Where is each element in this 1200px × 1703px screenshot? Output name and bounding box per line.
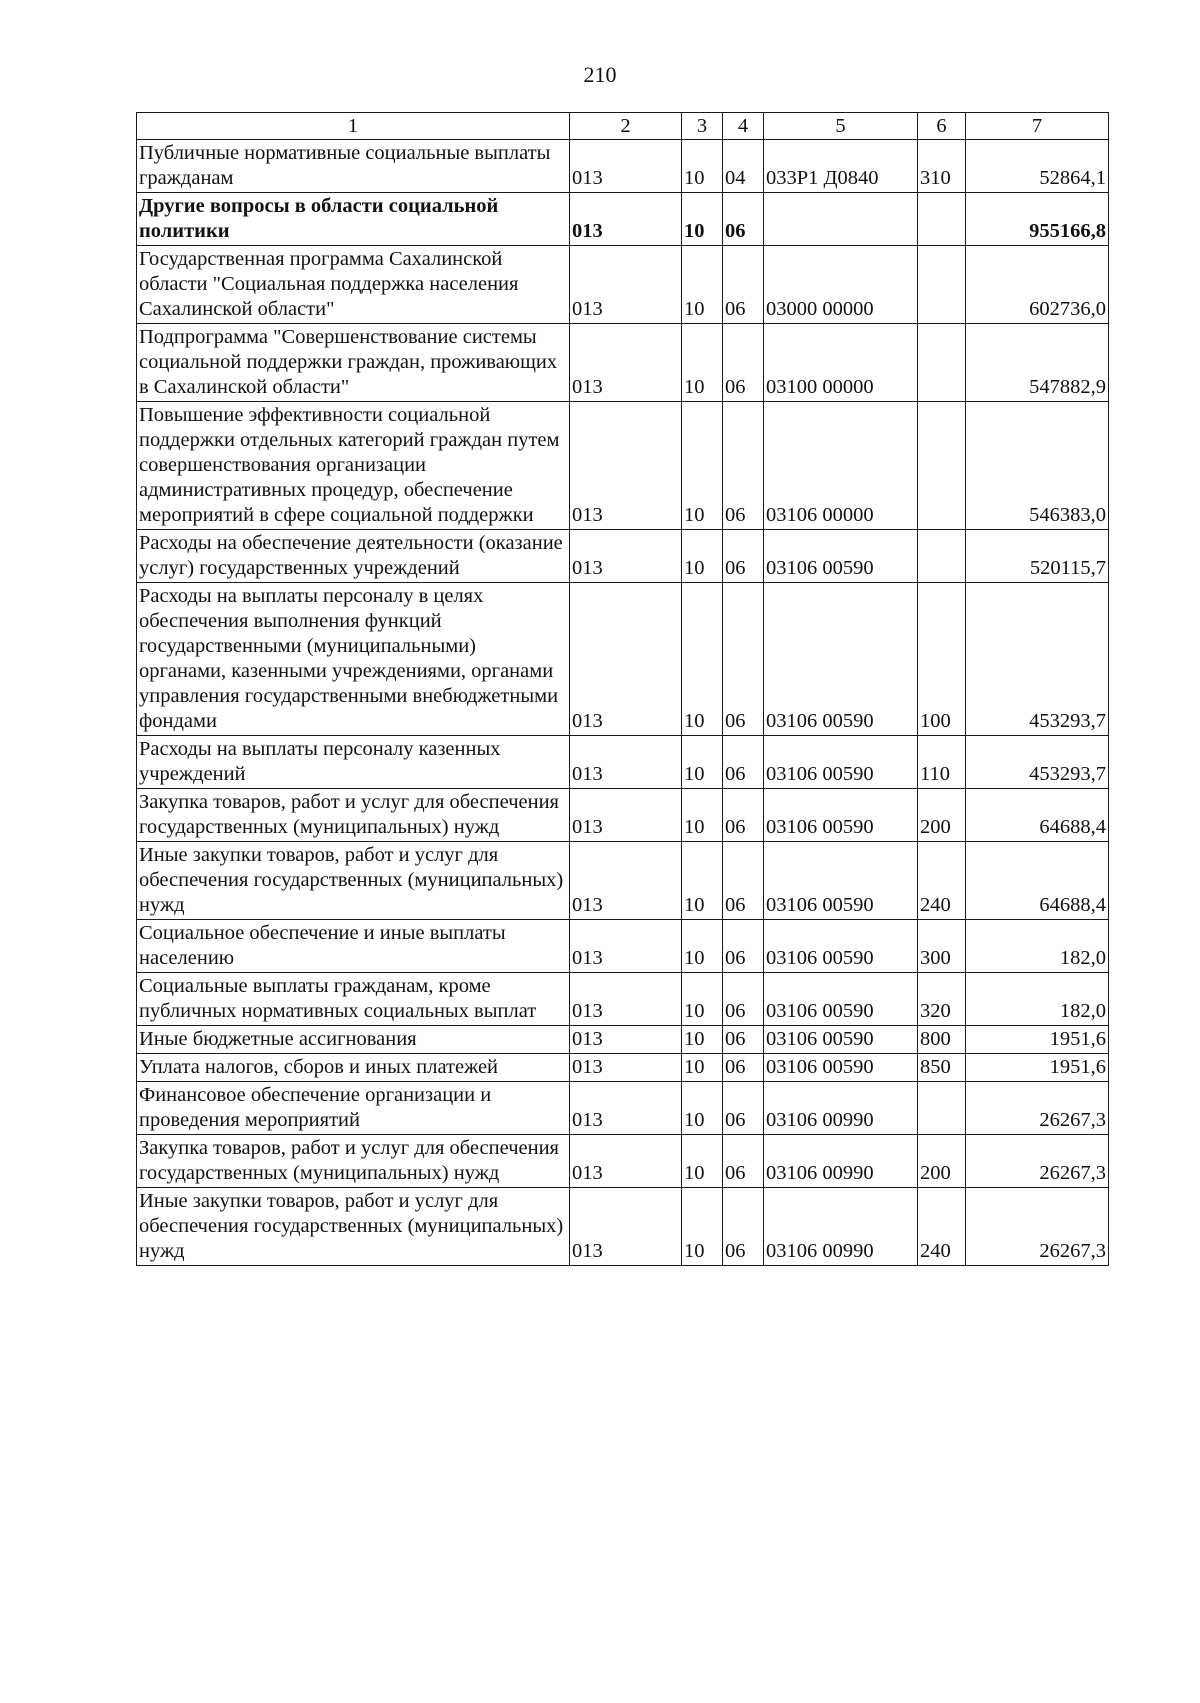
subsection-cell: 06 xyxy=(723,973,764,1026)
target-article-cell: 03106 00590 xyxy=(764,1026,918,1054)
table-row xyxy=(137,530,1109,583)
admin-code-cell: 013 xyxy=(570,1188,682,1266)
target-article-cell: 03106 00990 xyxy=(764,1082,918,1135)
subsection-cell: 04 xyxy=(723,140,764,193)
subsection-cell: 06 xyxy=(723,1082,764,1135)
amount-cell: 64688,4 xyxy=(966,842,1109,920)
subsection-cell: 06 xyxy=(723,402,764,530)
target-article-cell: 03106 00590 xyxy=(764,530,918,583)
header-cell: 1 xyxy=(137,113,570,140)
section-cell: 10 xyxy=(682,1026,723,1054)
admin-code-cell: 013 xyxy=(570,530,682,583)
section-cell: 10 xyxy=(682,920,723,973)
admin-code-cell: 013 xyxy=(570,920,682,973)
section-cell: 10 xyxy=(682,193,723,246)
admin-code-cell: 013 xyxy=(570,1135,682,1188)
admin-code-cell: 013 xyxy=(570,402,682,530)
expense-type-cell: 240 xyxy=(918,1188,966,1266)
section-cell: 10 xyxy=(682,736,723,789)
expense-type-cell: 850 xyxy=(918,1054,966,1082)
header-cell: 5 xyxy=(764,113,918,140)
row-name-cell: Подпрограмма "Совершенствование системы социальной поддержки граждан, проживающих в Сахалинской области" xyxy=(137,324,570,402)
table-row xyxy=(137,1188,1109,1266)
amount-cell: 955166,8 xyxy=(966,193,1109,246)
target-article-cell: 03106 00590 xyxy=(764,789,918,842)
row-name-cell: Государственная программа Сахалинской области "Социальная поддержка населения Сахалинской области" xyxy=(137,246,570,324)
admin-code-cell: 013 xyxy=(570,736,682,789)
row-name-cell: Иные бюджетные ассигнования xyxy=(137,1026,570,1054)
row-name-cell: Социальные выплаты гражданам, кроме публичных нормативных социальных выплат xyxy=(137,973,570,1026)
amount-cell: 453293,7 xyxy=(966,736,1109,789)
expense-type-cell: 200 xyxy=(918,789,966,842)
target-article-cell: 03106 00590 xyxy=(764,920,918,973)
subsection-cell: 06 xyxy=(723,246,764,324)
table-row xyxy=(137,842,1109,920)
row-name-cell: Закупка товаров, работ и услуг для обеспечения государственных (муниципальных) нужд xyxy=(137,1135,570,1188)
expense-type-cell: 300 xyxy=(918,920,966,973)
subsection-cell: 06 xyxy=(723,1135,764,1188)
row-name-cell: Финансовое обеспечение организации и проведения мероприятий xyxy=(137,1082,570,1135)
amount-cell: 52864,1 xyxy=(966,140,1109,193)
expense-type-cell xyxy=(918,1082,966,1135)
amount-cell: 182,0 xyxy=(966,973,1109,1026)
subsection-cell: 06 xyxy=(723,583,764,736)
subsection-cell: 06 xyxy=(723,789,764,842)
header-cell: 2 xyxy=(570,113,682,140)
admin-code-cell: 013 xyxy=(570,1054,682,1082)
amount-cell: 1951,6 xyxy=(966,1026,1109,1054)
budget-table xyxy=(136,112,1109,1266)
row-name-cell: Другие вопросы в области социальной политики xyxy=(137,193,570,246)
target-article-cell: 03106 00590 xyxy=(764,583,918,736)
expense-type-cell: 100 xyxy=(918,583,966,736)
table-row xyxy=(137,920,1109,973)
expense-type-cell xyxy=(918,324,966,402)
admin-code-cell: 013 xyxy=(570,789,682,842)
admin-code-cell: 013 xyxy=(570,193,682,246)
section-cell: 10 xyxy=(682,1054,723,1082)
header-cell: 7 xyxy=(966,113,1109,140)
table-row xyxy=(137,1135,1109,1188)
target-article-cell: 03000 00000 xyxy=(764,246,918,324)
header-row xyxy=(137,113,1109,140)
table-row xyxy=(137,246,1109,324)
admin-code-cell: 013 xyxy=(570,324,682,402)
amount-cell: 182,0 xyxy=(966,920,1109,973)
section-cell: 10 xyxy=(682,1082,723,1135)
target-article-cell: 03100 00000 xyxy=(764,324,918,402)
expense-type-cell: 200 xyxy=(918,1135,966,1188)
admin-code-cell: 013 xyxy=(570,1082,682,1135)
table-row xyxy=(137,736,1109,789)
admin-code-cell: 013 xyxy=(570,973,682,1026)
admin-code-cell: 013 xyxy=(570,140,682,193)
expense-type-cell xyxy=(918,402,966,530)
target-article-cell: 03106 00590 xyxy=(764,973,918,1026)
target-article-cell: 03106 00590 xyxy=(764,1054,918,1082)
expense-type-cell xyxy=(918,530,966,583)
section-cell: 10 xyxy=(682,1135,723,1188)
row-name-cell: Иные закупки товаров, работ и услуг для обеспечения государственных (муниципальных) нужд xyxy=(137,1188,570,1266)
row-name-cell: Закупка товаров, работ и услуг для обеспечения государственных (муниципальных) нужд xyxy=(137,789,570,842)
row-name-cell: Расходы на обеспечение деятельности (оказание услуг) государственных учреждений xyxy=(137,530,570,583)
table-body xyxy=(137,140,1109,1266)
section-cell: 10 xyxy=(682,583,723,736)
admin-code-cell: 013 xyxy=(570,1026,682,1054)
expense-type-cell xyxy=(918,193,966,246)
section-cell: 10 xyxy=(682,324,723,402)
amount-cell: 453293,7 xyxy=(966,583,1109,736)
amount-cell: 1951,6 xyxy=(966,1054,1109,1082)
header-cell: 3 xyxy=(682,113,723,140)
target-article-cell: 03106 00990 xyxy=(764,1188,918,1266)
row-name-cell: Расходы на выплаты персоналу в целях обеспечения выполнения функций государственными (муниципальными) органами, казенными учреждениями, органами управления государственными внебюджетными фондами xyxy=(137,583,570,736)
row-name-cell: Социальное обеспечение и иные выплаты населению xyxy=(137,920,570,973)
section-cell: 10 xyxy=(682,246,723,324)
subsection-cell: 06 xyxy=(723,1188,764,1266)
amount-cell: 26267,3 xyxy=(966,1082,1109,1135)
section-cell: 10 xyxy=(682,789,723,842)
subsection-cell: 06 xyxy=(723,842,764,920)
target-article-cell xyxy=(764,193,918,246)
table-row xyxy=(137,1054,1109,1082)
admin-code-cell: 013 xyxy=(570,583,682,736)
row-name-cell: Иные закупки товаров, работ и услуг для обеспечения государственных (муниципальных) нужд xyxy=(137,842,570,920)
row-name-cell: Повышение эффективности социальной поддержки отдельных категорий граждан путем совершенствования организации административных процедур, обеспечение мероприятий в сфере социальной поддержки xyxy=(137,402,570,530)
subsection-cell: 06 xyxy=(723,530,764,583)
row-name-cell: Уплата налогов, сборов и иных платежей xyxy=(137,1054,570,1082)
amount-cell: 26267,3 xyxy=(966,1188,1109,1266)
section-cell: 10 xyxy=(682,140,723,193)
target-article-cell: 03106 00990 xyxy=(764,1135,918,1188)
subsection-cell: 06 xyxy=(723,193,764,246)
target-article-cell: 03106 00000 xyxy=(764,402,918,530)
section-cell: 10 xyxy=(682,530,723,583)
amount-cell: 64688,4 xyxy=(966,789,1109,842)
table-row xyxy=(137,973,1109,1026)
amount-cell: 547882,9 xyxy=(966,324,1109,402)
expense-type-cell: 240 xyxy=(918,842,966,920)
subsection-cell: 06 xyxy=(723,1054,764,1082)
section-cell: 10 xyxy=(682,842,723,920)
row-name-cell: Публичные нормативные социальные выплаты гражданам xyxy=(137,140,570,193)
header-cell: 4 xyxy=(723,113,764,140)
table-row xyxy=(137,324,1109,402)
expense-type-cell: 310 xyxy=(918,140,966,193)
table-row xyxy=(137,193,1109,246)
table-row xyxy=(137,583,1109,736)
admin-code-cell: 013 xyxy=(570,842,682,920)
admin-code-cell: 013 xyxy=(570,246,682,324)
section-cell: 10 xyxy=(682,1188,723,1266)
section-cell: 10 xyxy=(682,973,723,1026)
table-row xyxy=(137,1026,1109,1054)
subsection-cell: 06 xyxy=(723,1026,764,1054)
target-article-cell: 03106 00590 xyxy=(764,842,918,920)
amount-cell: 26267,3 xyxy=(966,1135,1109,1188)
row-name-cell: Расходы на выплаты персоналу казенных учреждений xyxy=(137,736,570,789)
expense-type-cell xyxy=(918,246,966,324)
header-cell: 6 xyxy=(918,113,966,140)
amount-cell: 520115,7 xyxy=(966,530,1109,583)
amount-cell: 546383,0 xyxy=(966,402,1109,530)
target-article-cell: 033Р1 Д0840 xyxy=(764,140,918,193)
page-number: 210 xyxy=(583,62,617,87)
expense-type-cell: 110 xyxy=(918,736,966,789)
section-cell: 10 xyxy=(682,402,723,530)
subsection-cell: 06 xyxy=(723,736,764,789)
expense-type-cell: 800 xyxy=(918,1026,966,1054)
table-row xyxy=(137,1082,1109,1135)
amount-cell: 602736,0 xyxy=(966,246,1109,324)
target-article-cell: 03106 00590 xyxy=(764,736,918,789)
table-row xyxy=(137,402,1109,530)
table-row xyxy=(137,140,1109,193)
subsection-cell: 06 xyxy=(723,324,764,402)
subsection-cell: 06 xyxy=(723,920,764,973)
table-row xyxy=(137,789,1109,842)
expense-type-cell: 320 xyxy=(918,973,966,1026)
